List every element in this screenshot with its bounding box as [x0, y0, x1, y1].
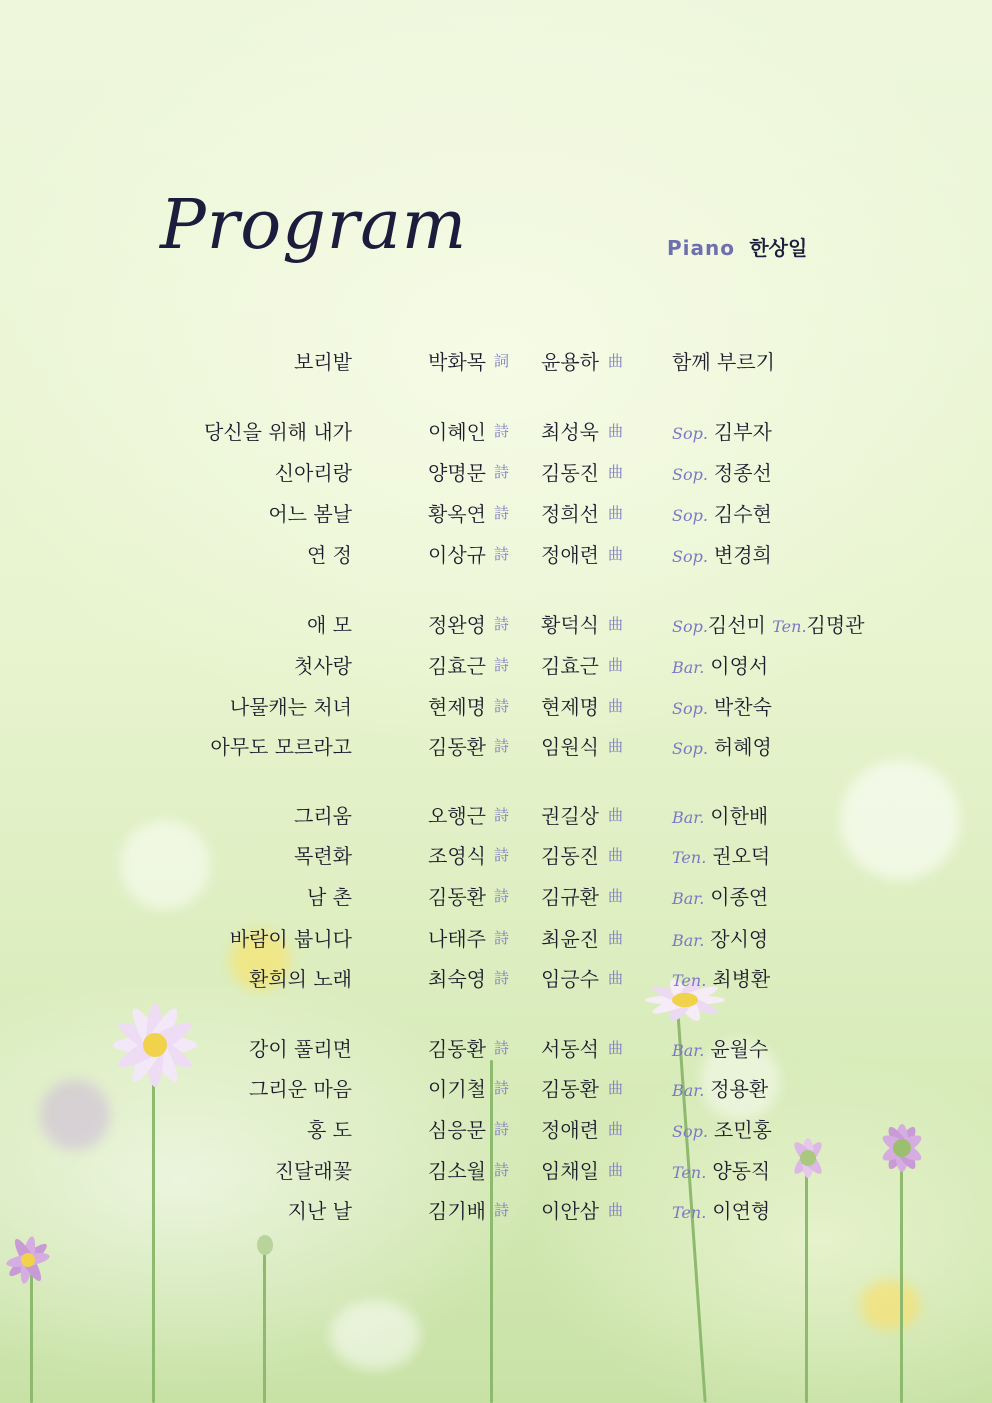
- composer-name: 김동진: [541, 844, 599, 868]
- performer-name: 최병환: [712, 967, 771, 991]
- program-row: [0, 963, 992, 993]
- performer: [672, 1195, 770, 1224]
- song-title: 강이 풀리면: [249, 1037, 352, 1061]
- lyric-mark: 詩: [494, 1079, 510, 1097]
- performer-name: 변경희: [713, 543, 772, 567]
- lyric-mark: 詩: [494, 846, 510, 864]
- program-row: [0, 1155, 992, 1185]
- performer-name: 장시영: [710, 927, 769, 951]
- performer-name: 정종선: [713, 461, 772, 485]
- composer-mark: 曲: [608, 846, 624, 864]
- composer-mark: 曲: [608, 1079, 624, 1097]
- composer-name: 윤용하: [541, 350, 599, 374]
- composer-mark: 曲: [608, 463, 624, 481]
- song-title: 아무도 모르라고: [210, 735, 352, 759]
- voice-type: Ten.: [672, 1203, 707, 1222]
- lyricist-name: 나태주: [428, 927, 486, 951]
- song-title: 그리움: [294, 804, 352, 828]
- performer-name: 이한배: [710, 804, 769, 828]
- voice-type: Sop.: [672, 506, 708, 525]
- composer-mark: 曲: [608, 352, 624, 370]
- composer-name: 김효근: [541, 654, 599, 678]
- performer: [672, 1033, 768, 1062]
- song-title: 보리밭: [294, 350, 352, 374]
- composer-name: 서동석: [541, 1037, 599, 1061]
- composer-mark: 曲: [608, 1039, 624, 1057]
- song-title: 남 촌: [307, 885, 352, 909]
- voice-type: Bar.: [672, 1081, 705, 1100]
- composer-mark: 曲: [608, 806, 624, 824]
- program-row: [0, 346, 992, 376]
- performer: [672, 881, 768, 910]
- composer-name: 최윤진: [541, 927, 599, 951]
- performer: [672, 457, 772, 486]
- lyric-mark: 詩: [494, 887, 510, 905]
- program-row: [0, 539, 992, 569]
- lyric-mark: 詩: [494, 1120, 510, 1138]
- performer: [672, 609, 865, 638]
- lyricist-name: 김기배: [428, 1199, 486, 1223]
- song-title: 홍 도: [307, 1118, 352, 1142]
- composer-mark: 曲: [608, 1120, 624, 1138]
- program-title: Program: [160, 186, 468, 265]
- composer-mark: 曲: [608, 887, 624, 905]
- composer-name: 최성욱: [541, 420, 599, 444]
- composer-name: 이안삼: [541, 1199, 599, 1223]
- song-title: 당신을 위해 내가: [204, 420, 352, 444]
- program-row: [0, 1073, 992, 1103]
- lyricist-name: 조영식: [428, 844, 486, 868]
- lyric-mark: 詩: [494, 929, 510, 947]
- composer-name: 김동진: [541, 461, 599, 485]
- performer: [672, 346, 775, 375]
- composer-name: 황덕식: [541, 613, 599, 637]
- lyricist-name: 김효근: [428, 654, 486, 678]
- program-row: [0, 1195, 992, 1225]
- performer-name: 권오덕: [712, 844, 771, 868]
- lyricist-name: 김동환: [428, 735, 486, 759]
- performer: [672, 650, 768, 679]
- lyricist-name: 이혜인: [428, 420, 486, 444]
- program-row: [0, 840, 992, 870]
- performer-name: 김명관: [806, 613, 865, 637]
- voice-type: Sop.: [672, 465, 708, 484]
- performer-name: 김부자: [713, 420, 772, 444]
- composer-mark: 曲: [608, 929, 624, 947]
- program-row: [0, 923, 992, 953]
- composer-mark: 曲: [608, 1161, 624, 1179]
- composer-mark: 曲: [608, 422, 624, 440]
- lyricist-name: 황옥연: [428, 502, 486, 526]
- performer: [672, 800, 768, 829]
- song-title: 지난 날: [287, 1199, 352, 1223]
- performer: [672, 731, 772, 760]
- performer-name: 정용환: [710, 1077, 769, 1101]
- program-row: [0, 691, 992, 721]
- composer-name: 김규환: [541, 885, 599, 909]
- performer-name: 박찬숙: [713, 695, 772, 719]
- program-row: [0, 881, 992, 911]
- lyric-mark: 詩: [494, 1039, 510, 1057]
- lyricist-name: 최숙영: [428, 967, 486, 991]
- voice-type: Ten.: [672, 1163, 707, 1182]
- voice-type: Ten.: [772, 617, 807, 636]
- lyric-mark: 詩: [494, 737, 510, 755]
- performer-name: 김선미: [707, 613, 766, 637]
- lyricist-name: 심응문: [428, 1118, 486, 1142]
- performer: [672, 840, 770, 869]
- performer: [672, 1073, 768, 1102]
- composer-mark: 曲: [608, 504, 624, 522]
- program-row: [0, 650, 992, 680]
- performer: [672, 539, 772, 568]
- composer-name: 임원식: [541, 735, 599, 759]
- lyric-mark: 詩: [494, 615, 510, 633]
- composer-name: 정애련: [541, 1118, 599, 1142]
- performer: [672, 1155, 770, 1184]
- voice-type: Sop.: [672, 547, 708, 566]
- composer-name: 임채일: [541, 1159, 599, 1183]
- song-title: 연 정: [307, 543, 352, 567]
- song-title: 어느 봄날: [268, 502, 352, 526]
- voice-type: Ten.: [672, 848, 707, 867]
- performer: [672, 691, 772, 720]
- lyric-mark: 詩: [494, 806, 510, 824]
- performer: [672, 416, 772, 445]
- voice-type: Ten.: [672, 971, 707, 990]
- lyric-mark: 詩: [494, 504, 510, 522]
- program-row: [0, 457, 992, 487]
- lyric-mark: 詩: [494, 1201, 510, 1219]
- composer-name: 정희선: [541, 502, 599, 526]
- song-title: 그리운 마음: [249, 1077, 352, 1101]
- lyric-mark: 詩: [494, 697, 510, 715]
- lyricist-name: 이기철: [428, 1077, 486, 1101]
- song-title: 바람이 붑니다: [229, 927, 352, 951]
- performer: [672, 923, 768, 952]
- composer-mark: 曲: [608, 1201, 624, 1219]
- lyric-mark: 詩: [494, 656, 510, 674]
- program-row: [0, 800, 992, 830]
- performer-name: 이영서: [710, 654, 769, 678]
- lyric-mark: 詩: [494, 545, 510, 563]
- lyricist-name: 오행근: [428, 804, 486, 828]
- voice-type: Sop.: [672, 617, 708, 636]
- performer-name: 조민홍: [713, 1118, 772, 1142]
- pianist-credit: [667, 232, 807, 261]
- performer: [672, 1114, 772, 1143]
- composer-mark: 曲: [608, 737, 624, 755]
- lyricist-name: 이상규: [428, 543, 486, 567]
- song-title: 애 모: [307, 613, 352, 637]
- performer-name: 함께 부르기: [672, 350, 775, 374]
- flower-decoration-far-left: [0, 1230, 64, 1290]
- program-row: [0, 609, 992, 639]
- voice-type: Bar.: [672, 1041, 705, 1060]
- voice-type: Bar.: [672, 889, 705, 908]
- composer-name: 김동환: [541, 1077, 599, 1101]
- song-title: 나물캐는 처녀: [229, 695, 352, 719]
- voice-type: Bar.: [672, 658, 705, 677]
- pianist-name: 한상일: [749, 236, 808, 260]
- performer: [672, 963, 770, 992]
- lyricist-name: 양명문: [428, 461, 486, 485]
- composer-mark: 曲: [608, 697, 624, 715]
- program-row: [0, 1033, 992, 1063]
- composer-name: 권길상: [541, 804, 599, 828]
- voice-type: Sop.: [672, 424, 708, 443]
- performer-name: 이종연: [710, 885, 769, 909]
- lyric-mark: 詞: [494, 352, 510, 370]
- program-row: [0, 1114, 992, 1144]
- lyric-mark: 詩: [494, 463, 510, 481]
- composer-mark: 曲: [608, 969, 624, 987]
- voice-type: Bar.: [672, 931, 705, 950]
- song-title: 환희의 노래: [249, 967, 352, 991]
- performer-name: 윤월수: [710, 1037, 769, 1061]
- performer-name: 양동직: [712, 1159, 771, 1183]
- lyric-mark: 詩: [494, 969, 510, 987]
- program-row: [0, 498, 992, 528]
- lyricist-name: 김동환: [428, 1037, 486, 1061]
- performer-name: 김수현: [713, 502, 772, 526]
- composer-mark: 曲: [608, 615, 624, 633]
- voice-type: Sop.: [672, 699, 708, 718]
- lyricist-name: 현제명: [428, 695, 486, 719]
- song-title: 목련화: [294, 844, 352, 868]
- song-title: 진달래꽃: [274, 1159, 352, 1183]
- bud-decoration: [250, 1230, 280, 1260]
- composer-mark: 曲: [608, 656, 624, 674]
- lyricist-name: 정완영: [428, 613, 486, 637]
- performer: [672, 498, 772, 527]
- program-row: [0, 416, 992, 446]
- lyricist-name: 박화목: [428, 350, 486, 374]
- composer-name: 현제명: [541, 695, 599, 719]
- voice-type: Bar.: [672, 808, 705, 827]
- lyricist-name: 김소월: [428, 1159, 486, 1183]
- song-title: 신아리랑: [274, 461, 352, 485]
- lyric-mark: 詩: [494, 422, 510, 440]
- lyric-mark: 詩: [494, 1161, 510, 1179]
- performer-name: 이연형: [712, 1199, 771, 1223]
- song-title: 첫사랑: [294, 654, 352, 678]
- voice-type: Sop.: [672, 739, 708, 758]
- voice-type: Sop.: [672, 1122, 708, 1141]
- pianist-role: Piano: [667, 236, 735, 260]
- composer-name: 정애련: [541, 543, 599, 567]
- performer-name: 허혜영: [713, 735, 772, 759]
- lyricist-name: 김동환: [428, 885, 486, 909]
- program-row: [0, 731, 992, 761]
- composer-name: 임긍수: [541, 967, 599, 991]
- composer-mark: 曲: [608, 545, 624, 563]
